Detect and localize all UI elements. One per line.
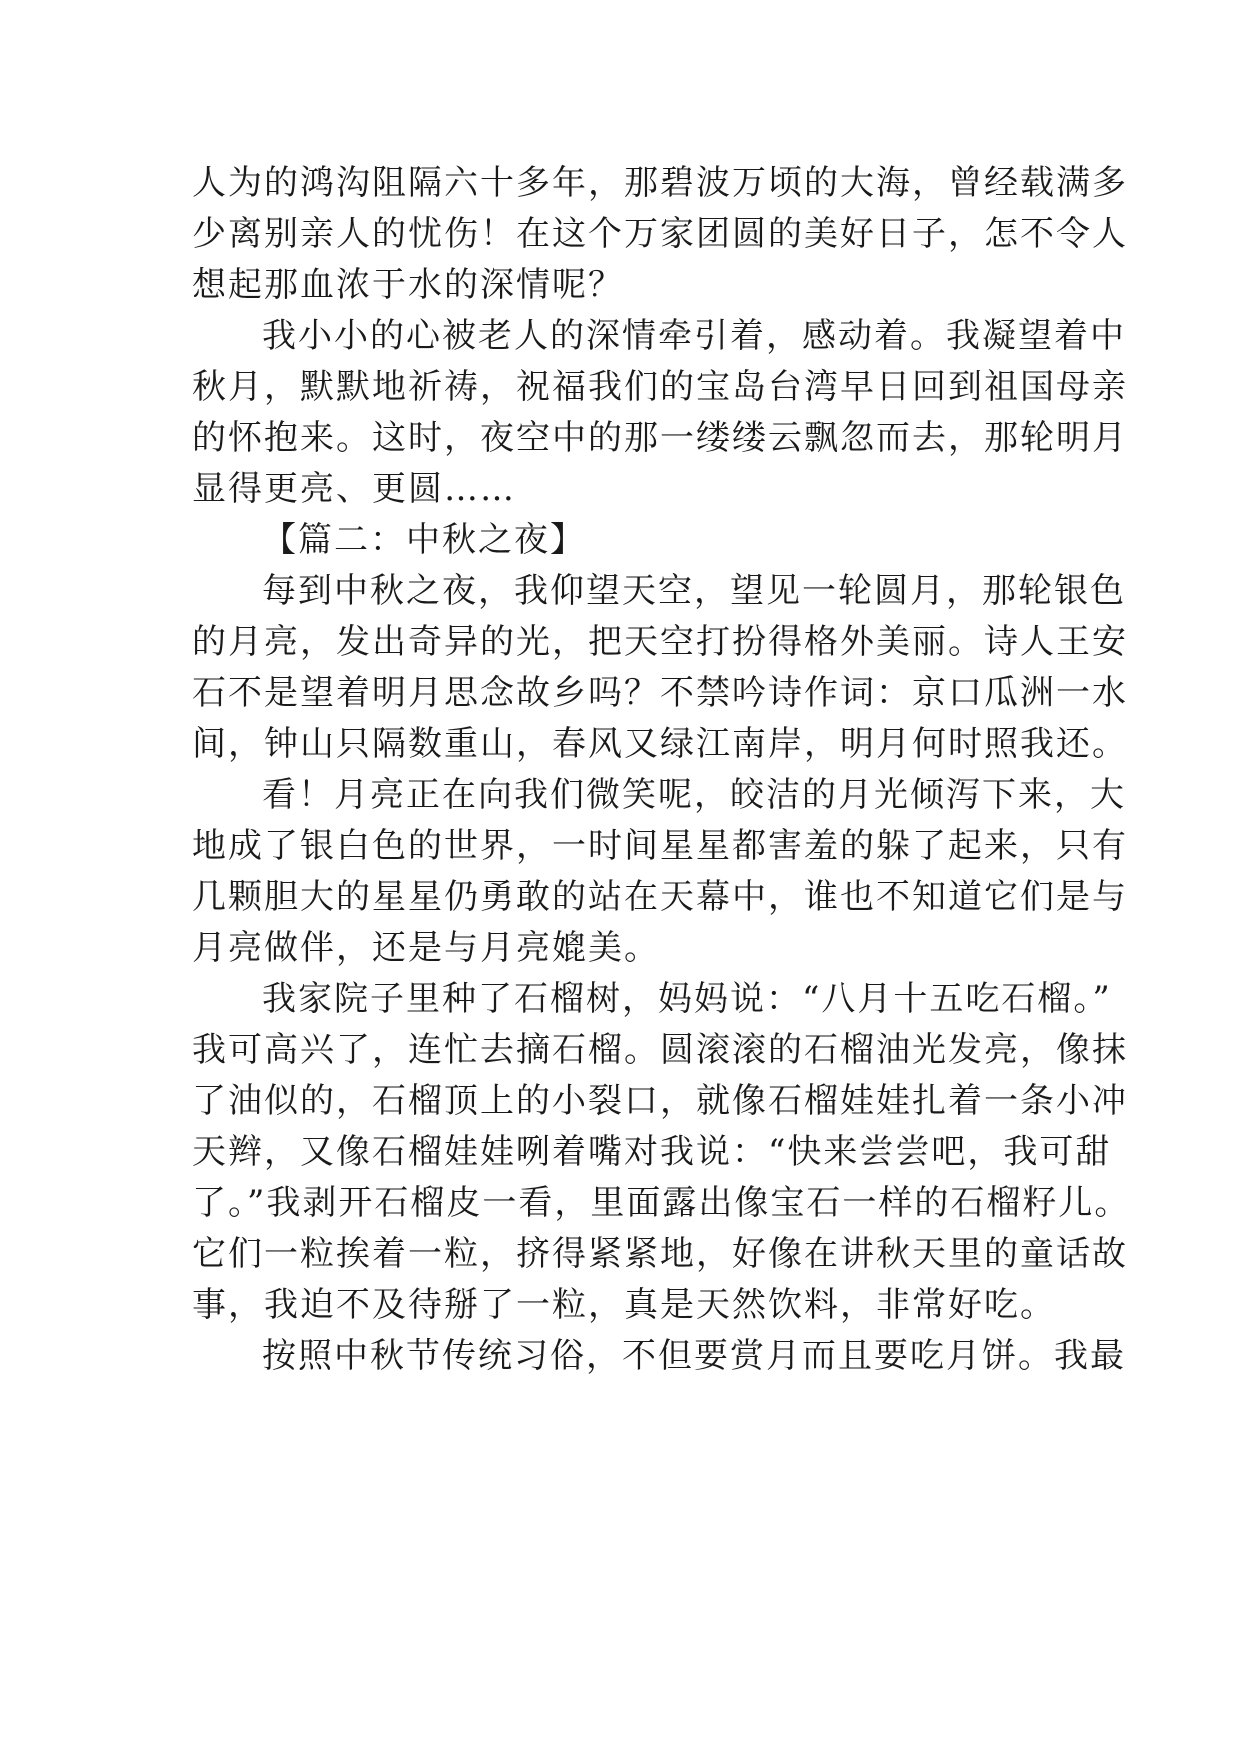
text-line: 事，我迫不及待掰了一粒，真是天然饮料，非常好吃。	[192, 1285, 1056, 1325]
text-line: 石不是望着明月思念故乡吗？不禁吟诗作词：京口瓜洲一水	[192, 673, 1128, 713]
text-line: 了。”我剥开石榴皮一看，里面露出像宝石一样的石榴籽儿。	[192, 1183, 1131, 1223]
text-line: 少离别亲人的忧伤！在这个万家团圆的美好日子，怎不令人	[192, 214, 1128, 254]
text-line: 每到中秋之夜，我仰望天空，望见一轮圆月，那轮银色	[262, 571, 1126, 611]
text-line: 我家院子里种了石榴树，妈妈说：“八月十五吃石榴。”	[262, 979, 1112, 1019]
text-line: 的月亮，发出奇异的光，把天空打扮得格外美丽。诗人王安	[192, 622, 1128, 662]
text-line: 人为的鸿沟阻隔六十多年，那碧波万顷的大海，曾经载满多	[192, 163, 1128, 203]
body-text	[192, 158, 1131, 1382]
text-line: 它们一粒挨着一粒，挤得紧紧地，好像在讲秋天里的童话故	[192, 1234, 1128, 1274]
text-line: 天辫，又像石榴娃娃咧着嘴对我说：“快来尝尝吧，我可甜	[192, 1132, 1112, 1172]
text-line: 我可高兴了，连忙去摘石榴。圆滚滚的石榴油光发亮，像抹	[192, 1030, 1128, 1070]
text-line: 看！月亮正在向我们微笑呢，皎洁的月光倾泻下来，大	[262, 775, 1126, 815]
text-line: 按照中秋节传统习俗，不但要赏月而且要吃月饼。我最	[262, 1336, 1126, 1376]
text-line: 地成了银白色的世界，一时间星星都害羞的躲了起来，只有	[192, 826, 1128, 866]
section-heading: 【篇二：中秋之夜】	[262, 520, 586, 560]
text-line: 了油似的，石榴顶上的小裂口，就像石榴娃娃扎着一条小冲	[192, 1081, 1128, 1121]
text-line: 几颗胆大的星星仍勇敢的站在天幕中，谁也不知道它们是与	[192, 877, 1128, 917]
text-line: 月亮做伴，还是与月亮媲美。	[192, 928, 660, 968]
text-line: 想起那血浓于水的深情呢？	[192, 265, 624, 305]
text-line: 我小小的心被老人的深情牵引着，感动着。我凝望着中	[262, 316, 1126, 356]
text-line: 间，钟山只隔数重山，春风又绿江南岸，明月何时照我还。	[192, 724, 1128, 764]
text-line: 秋月，默默地祈祷，祝福我们的宝岛台湾早日回到祖国母亲	[192, 367, 1128, 407]
text-line: 的怀抱来。这时，夜空中的那一缕缕云飘忽而去，那轮明月	[192, 418, 1128, 458]
text-line: 显得更亮、更圆……	[192, 469, 516, 509]
